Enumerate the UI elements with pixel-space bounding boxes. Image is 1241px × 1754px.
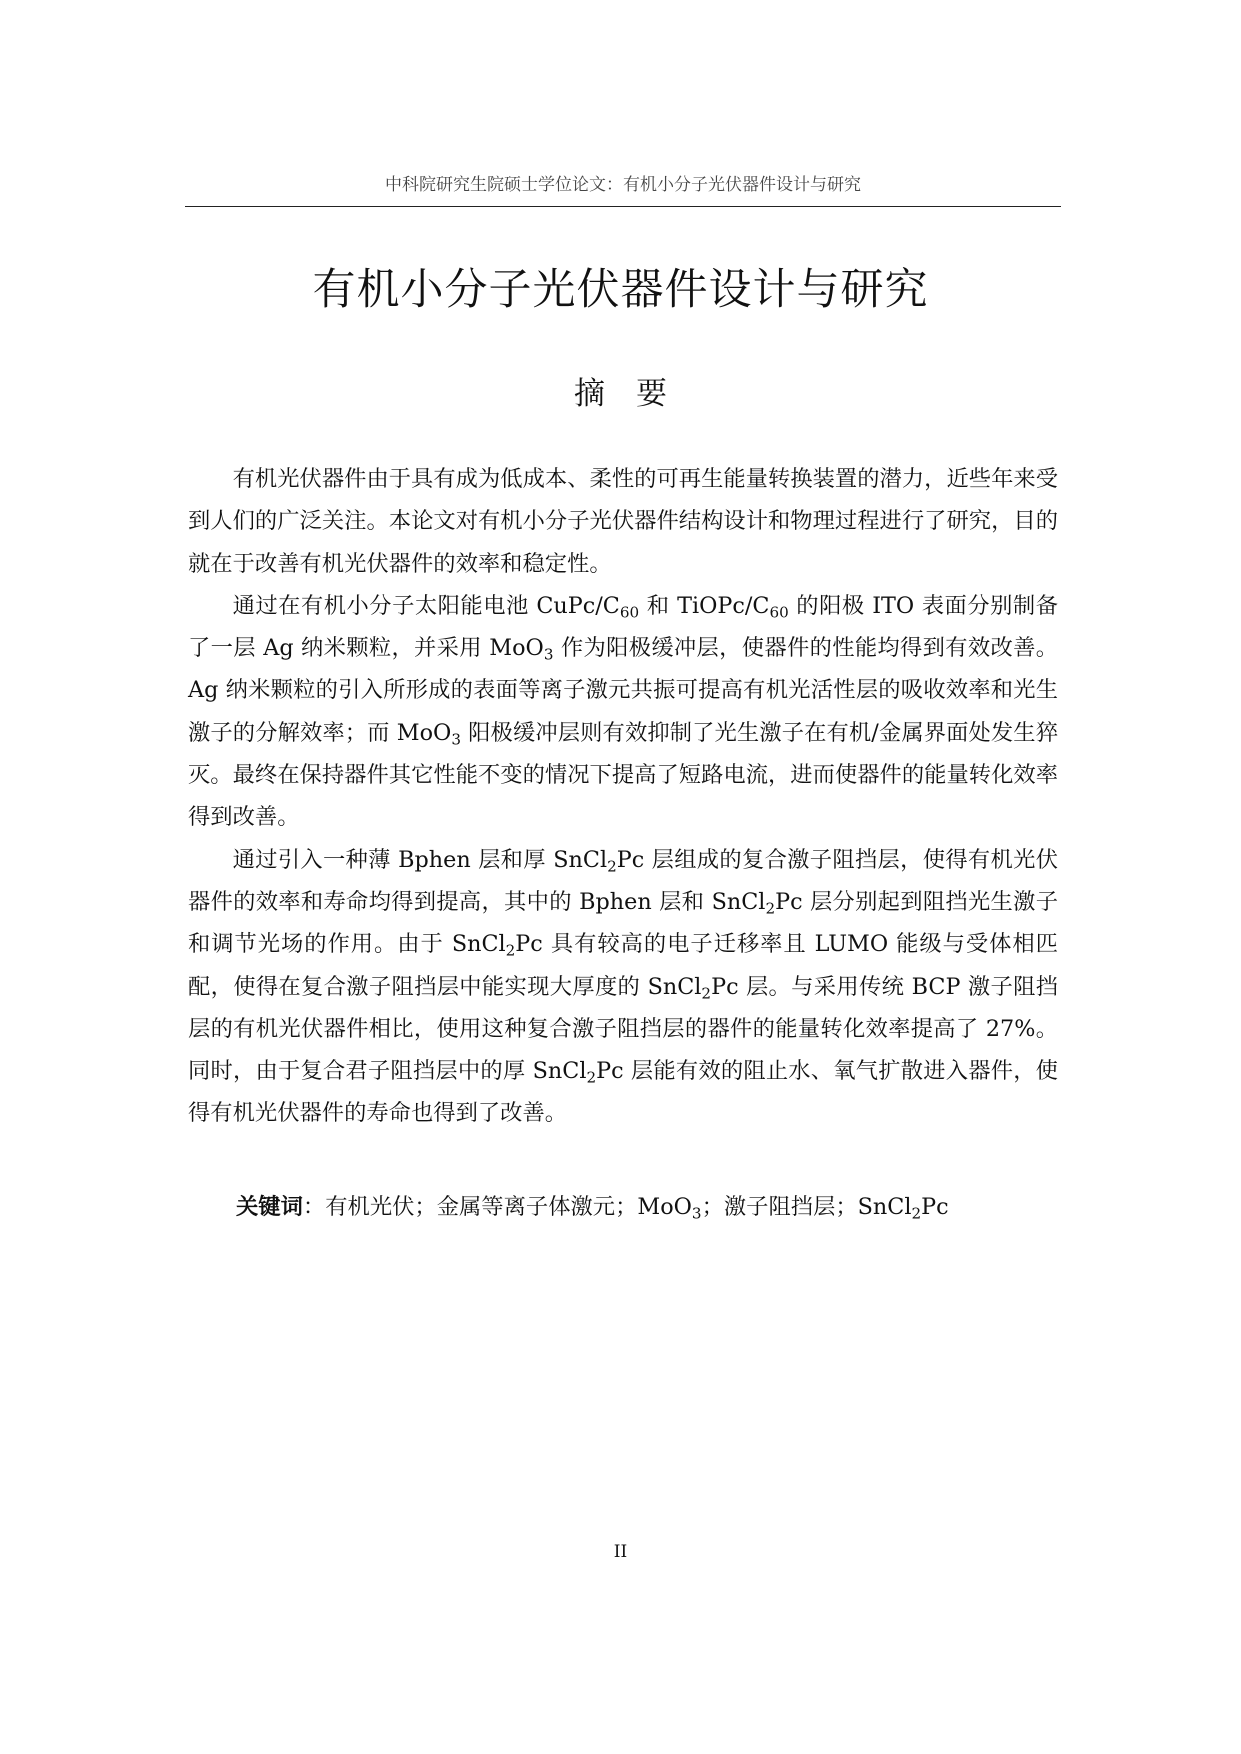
keywords (236, 1186, 1066, 1228)
subscript: 2 (505, 941, 516, 960)
subscript: 3 (691, 1204, 702, 1223)
running-header (185, 170, 1061, 207)
subscript: 2 (701, 984, 712, 1003)
text-run: 的阳极 ITO 表面分别制备了一层 Ag 纳米颗粒，并采用 MoO (188, 592, 1058, 662)
subscript: 3 (543, 645, 554, 664)
document-title: 有机小分子光伏器件设计与研究 (312, 265, 929, 315)
keywords-label: 关键词 (236, 1194, 303, 1220)
running-title: 中科院研究生院硕士学位论文：有机小分子光伏器件设计与研究 (385, 175, 861, 195)
abstract-body (188, 458, 1058, 1135)
text-run: Pc 层。与采用传统 BCP 激子阻挡层的有机光伏器件相比，使用这种复合激子阻挡层的器件的能量转化效率提高了 27%。同时，由于复合君子阻挡层中的厚 SnCl (188, 973, 1058, 1085)
text-run: 通过在有机小分子太阳能电池 CuPc/C (232, 592, 620, 619)
text-run: 通过引入一种薄 Bphen 层和厚 SnCl (232, 846, 608, 873)
subscript: 2 (586, 1068, 597, 1087)
text-run: 阳极缓冲层则有效抑制了光生激子在有机/金属界面处发生猝灭。最终在保持器件其它性能不变的情况下提高了短路电流，进而使器件的能量转化效率得到改善。 (188, 719, 1059, 831)
text-run: Pc 层能有效的阻止水、氧气扩散进入器件，使得有机光伏器件的寿命也得到了改善。 (188, 1058, 1058, 1127)
abstract-heading: 摘 要 (574, 376, 667, 412)
text-run: 作为阳极缓冲层，使器件的性能均得到有效改善。Ag 纳米颗粒的引入所形成的表面等离子激元共振可提高有机光活性层的吸收效率和光生激子的分解效率；而 MoO (188, 635, 1058, 746)
keyword-run: Pc (921, 1194, 949, 1220)
text-run: Pc 层组成的复合激子阻挡层，使得有机光伏器件的效率和寿命均得到提高，其中的 Bphen 层和 SnCl (188, 846, 1058, 915)
paragraph-2 (188, 585, 1058, 839)
paragraph-1: 有机光伏器件由于具有成为低成本、柔性的可再生能量转换装置的潜力，近些年来受到人们的广泛关注。本论文对有机小分子光伏器件结构设计和物理过程进行了研究，目的就在于改善有机光伏器件的效率和稳定性。 (188, 466, 1058, 577)
subscript: 60 (619, 603, 640, 622)
subscript: 60 (769, 603, 789, 622)
text-run: 和 TiOPc/C (639, 592, 770, 619)
page-number: II (613, 1542, 628, 1562)
keywords-colon: ： (302, 1194, 326, 1220)
keyword-run: 有机光伏；金属等离子体激元；MoO (325, 1194, 692, 1220)
text-run: Pc 层分别起到阻挡光生激子和调节光场的作用。由于 SnCl (188, 888, 1059, 958)
subscript: 3 (451, 730, 461, 749)
text-run: Pc 具有较高的电子迁移率且 LUMO 能级与受体相匹配，使得在复合激子阻挡层中能实现大厚度的 SnCl (188, 931, 1058, 1000)
subscript: 2 (911, 1204, 922, 1223)
subscript: 2 (765, 899, 776, 918)
paragraph-3 (188, 839, 1058, 1135)
keyword-run: ；激子阻挡层；SnCl (701, 1194, 912, 1220)
subscript: 2 (607, 857, 617, 876)
